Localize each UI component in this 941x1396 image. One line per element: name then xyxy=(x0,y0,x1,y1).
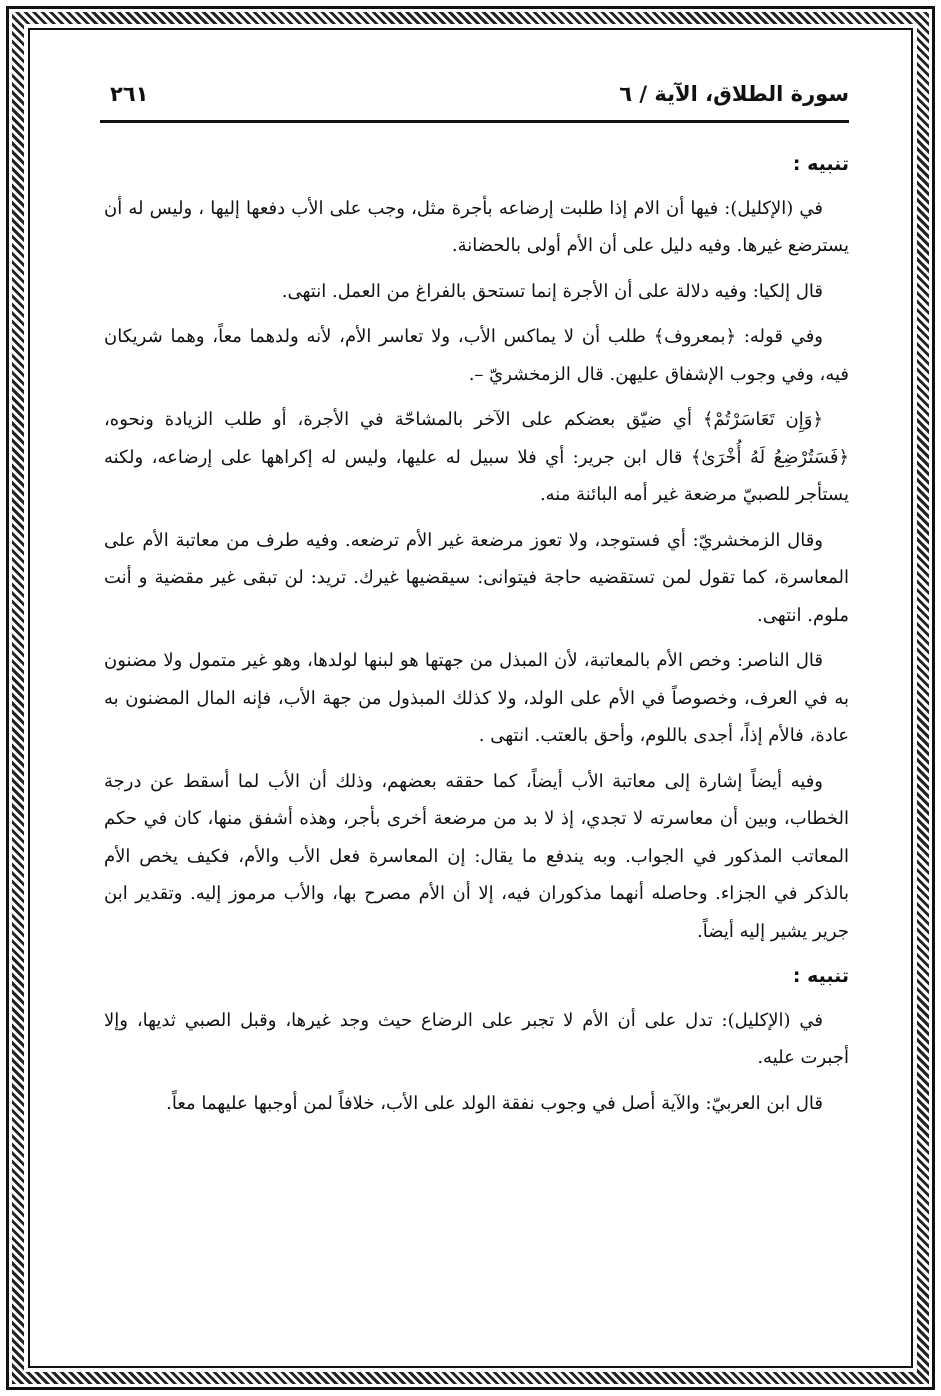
paragraph: وفيه أيضاً إشارة إلى معاتبة الأب أيضاً، كما حققه بعضهم، وذلك أن الأب لما أسقط عن درجة الخطاب، وبين أن معاسرته لا تجدي، إذ لا بد من مرضعة أخرى بأجر، وهذه أشفق منها، كان في حكم المعاتب المذكور في الجواب. وبه يندفع ما يقال: إن المعاسرة فعل الأب والأم، فكيف يخص الأم بالذكر في الجزاء. وحاصله أنهما مذكوران فيه، إلا أن الأم مصرح بها، والأب مرموز إليه. وتقدير ابن جرير يشير إليه أيضاً. xyxy=(104,770,849,942)
running-header xyxy=(110,78,849,122)
paragraph: وقال الزمخشريّ: أي فستوجد، ولا تعوز مرضعة غير الأم ترضعه. وفيه طرف من معاتبة الأم على المعاسرة، كما تقول لمن تستقضيه حاجة فيتوانى: سيقضيها غيرك. تريد: لن تبقى غير مقضية و أنت ملوم. انتهى. xyxy=(104,529,849,626)
header-rule xyxy=(100,120,849,123)
paragraph: في (الإكليل): تدل على أن الأم لا تجبر على الرضاع حيث وجد غيرها، وقبل الصبي ثديها، وإلا أجبرت عليه. xyxy=(104,1009,849,1068)
section-heading: تنبيه : xyxy=(792,153,849,175)
section-heading: تنبيه : xyxy=(792,965,849,987)
header-title: سورة الطلاق، الآية / ٦ xyxy=(619,82,849,106)
paragraph: قال ابن العربيّ: والآية أصل في وجوب نفقة الولد على الأب، خلافاً لمن أوجبها عليهما معاً. xyxy=(166,1092,823,1114)
paragraph: في (الإكليل): فيها أن الام إذا طلبت إرضاعه بأجرة مثل، وجب على الأب دفعها إليها ، وليس له أن يسترضع غيرها. وفيه دليل على أن الأم أولى بالحضانة. xyxy=(104,197,849,256)
paragraph: قال الناصر: وخص الأم بالمعاتبة، لأن المبذل من جهتها هو لبنها لولدها، وهو غير متمول ولا مضنون به في العرف، وخصوصاً في الأم على الولد، ولا كذلك المبذول من جهة الأب، فإنه المال المضنون به عادة، فالأم إذاً، أجدى باللوم، وأحق بالعتب. انتهى . xyxy=(104,650,849,746)
paragraph: وفي قوله: ﴿بمعروف﴾ طلب أن لا يماكس الأب، ولا تعاسر الأم، لأنه ولدهما معاً، وهما شريكان فيه، وفي وجوب الإشفاق عليهن. قال الزمخشريّ –. xyxy=(104,326,849,385)
paragraph: قال إلكيا: وفيه دلالة على أن الأجرة إنما تستحق بالفراغ من العمل. انتهى. xyxy=(281,280,823,302)
paragraph: ﴿وَإِن تَعَاسَرْتُمْ﴾ أي ضيّق بعضكم على الآخر بالمشاحّة في الأجرة، أو طلب الزيادة ونحوه، ﴿فَسَتُرْضِعُ لَهُ أُخْرَىٰ﴾ قال ابن جرير: أي فلا سبيل له عليها، وليس له إكراهها على إرضاعه، ولكنه يستأجر للصبيّ مرضعة غير أمه البائنة منه. xyxy=(104,409,849,505)
page-body xyxy=(104,146,849,1326)
page-number: ٢٦١ xyxy=(110,82,149,106)
